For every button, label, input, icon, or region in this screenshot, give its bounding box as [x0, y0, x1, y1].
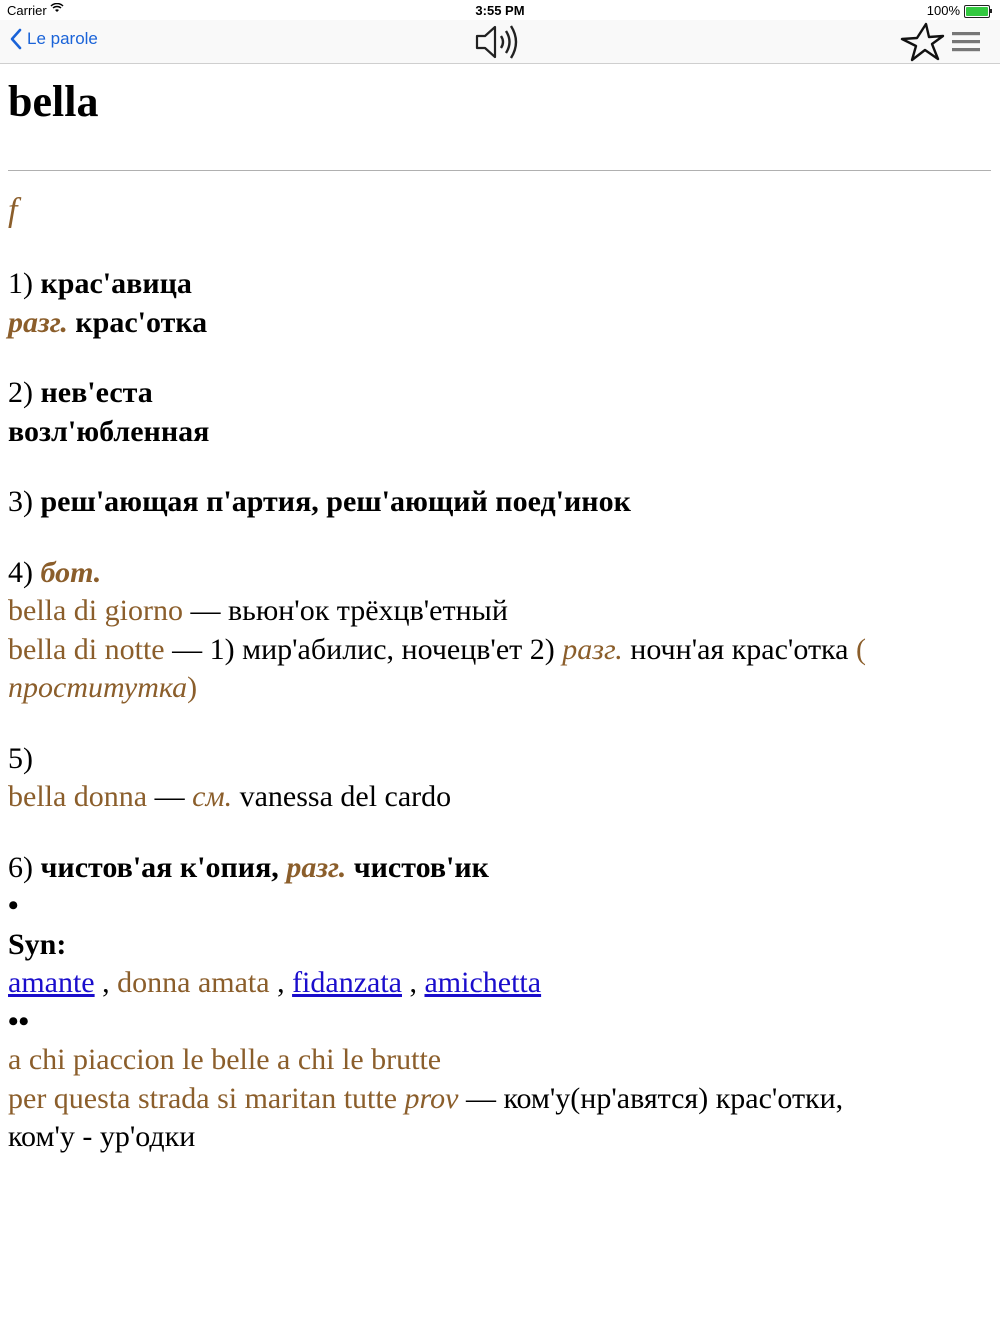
- divider: [8, 170, 991, 171]
- translation: чистов'ик: [353, 850, 489, 884]
- synonym-link-fidanzata[interactable]: fidanzata: [292, 966, 402, 999]
- example-phrase: bella donna: [8, 780, 148, 813]
- usage-label: разг.: [286, 850, 347, 884]
- sense-4: [8, 554, 993, 593]
- proverb-line-1: a chi piaccion le belle a chi le brutte: [8, 1043, 442, 1076]
- paren-close: ): [187, 671, 198, 704]
- battery-icon: [964, 5, 990, 18]
- example-1: [8, 592, 993, 631]
- example-phrase: bella di notte: [8, 632, 165, 666]
- speaker-icon: [474, 23, 526, 61]
- usage-label: prov: [404, 1081, 459, 1115]
- sense-number: 6): [8, 850, 33, 884]
- proverb-translation: — ком'у(нр'авятся) крас'отки,: [458, 1081, 844, 1115]
- carrier-label: Carrier: [7, 3, 47, 18]
- bullet: •: [8, 889, 19, 922]
- translation: крас'отка: [75, 305, 208, 339]
- sense-number: 1): [8, 267, 33, 300]
- clarification: проститутка: [8, 671, 188, 704]
- back-button-label: Le parole: [27, 29, 98, 48]
- sense-1-alt: [8, 304, 993, 343]
- translation: нев'еста: [40, 376, 153, 409]
- sense-2-alt: возл'юбленная: [8, 414, 210, 448]
- example-phrase: bella di giorno: [8, 594, 183, 627]
- proverb-translation-cont: ком'у - ур'одки: [8, 1120, 196, 1153]
- dash: —: [147, 780, 193, 813]
- usage-label: бот.: [40, 555, 102, 589]
- example-2-cont: [8, 669, 993, 708]
- synonym-text: donna amata: [117, 966, 270, 999]
- speaker-button[interactable]: [474, 23, 526, 61]
- example-3: [8, 778, 993, 817]
- grammar-label: f: [8, 192, 18, 229]
- synonyms-list: [8, 964, 993, 1003]
- menu-button[interactable]: [950, 29, 982, 55]
- paren-open: (: [855, 632, 866, 666]
- bullet: ••: [8, 1004, 30, 1038]
- proverb-line-2: [8, 1080, 993, 1119]
- back-button[interactable]: [10, 28, 98, 50]
- clock: 3:55 PM: [475, 3, 525, 18]
- example-2: [8, 631, 993, 670]
- star-icon: [898, 22, 946, 62]
- synonyms-label: Syn:: [8, 927, 67, 961]
- translation: чистов'ая к'опия,: [40, 850, 279, 884]
- hamburger-menu-icon: [950, 29, 982, 55]
- sense-3: [8, 483, 993, 522]
- sense-2: [8, 374, 993, 413]
- separator: ,: [94, 966, 118, 999]
- navigation-bar: [0, 20, 1000, 64]
- usage-label: см.: [192, 780, 233, 813]
- battery-percentage: 100%: [926, 3, 960, 18]
- sense-number: 3): [8, 485, 33, 518]
- example-translation: — 1) мир'абилис, ночецв'ет 2): [164, 632, 563, 666]
- favorite-button[interactable]: [898, 22, 946, 62]
- sense-number: 4): [8, 555, 33, 589]
- sense-1: [8, 265, 993, 304]
- translation: крас'авица: [40, 267, 192, 300]
- synonym-link-amichetta[interactable]: amichetta: [424, 966, 542, 999]
- sense-6: [8, 849, 993, 888]
- headword: bella: [8, 77, 99, 126]
- sense-5: 5): [8, 741, 33, 775]
- example-translation: — вьюн'ок трёхцв'етный: [182, 594, 508, 627]
- proverb-phrase: per questa strada si maritan tutte: [8, 1081, 398, 1115]
- sense-number: 2): [8, 376, 33, 409]
- status-bar: [0, 0, 1000, 20]
- cross-reference: vanessa del cardo: [232, 780, 452, 813]
- separator: ,: [401, 966, 425, 999]
- separator: ,: [269, 966, 293, 999]
- translation: реш'ающая п'артия, реш'ающий поед'инок: [40, 485, 631, 518]
- example-translation: ночн'ая крас'отка: [622, 632, 856, 666]
- chevron-left-icon: [10, 28, 22, 50]
- dictionary-entry: [8, 64, 993, 1157]
- usage-label: разг.: [8, 305, 68, 339]
- usage-label: разг.: [562, 632, 623, 666]
- synonym-link-amante[interactable]: amante: [8, 966, 95, 999]
